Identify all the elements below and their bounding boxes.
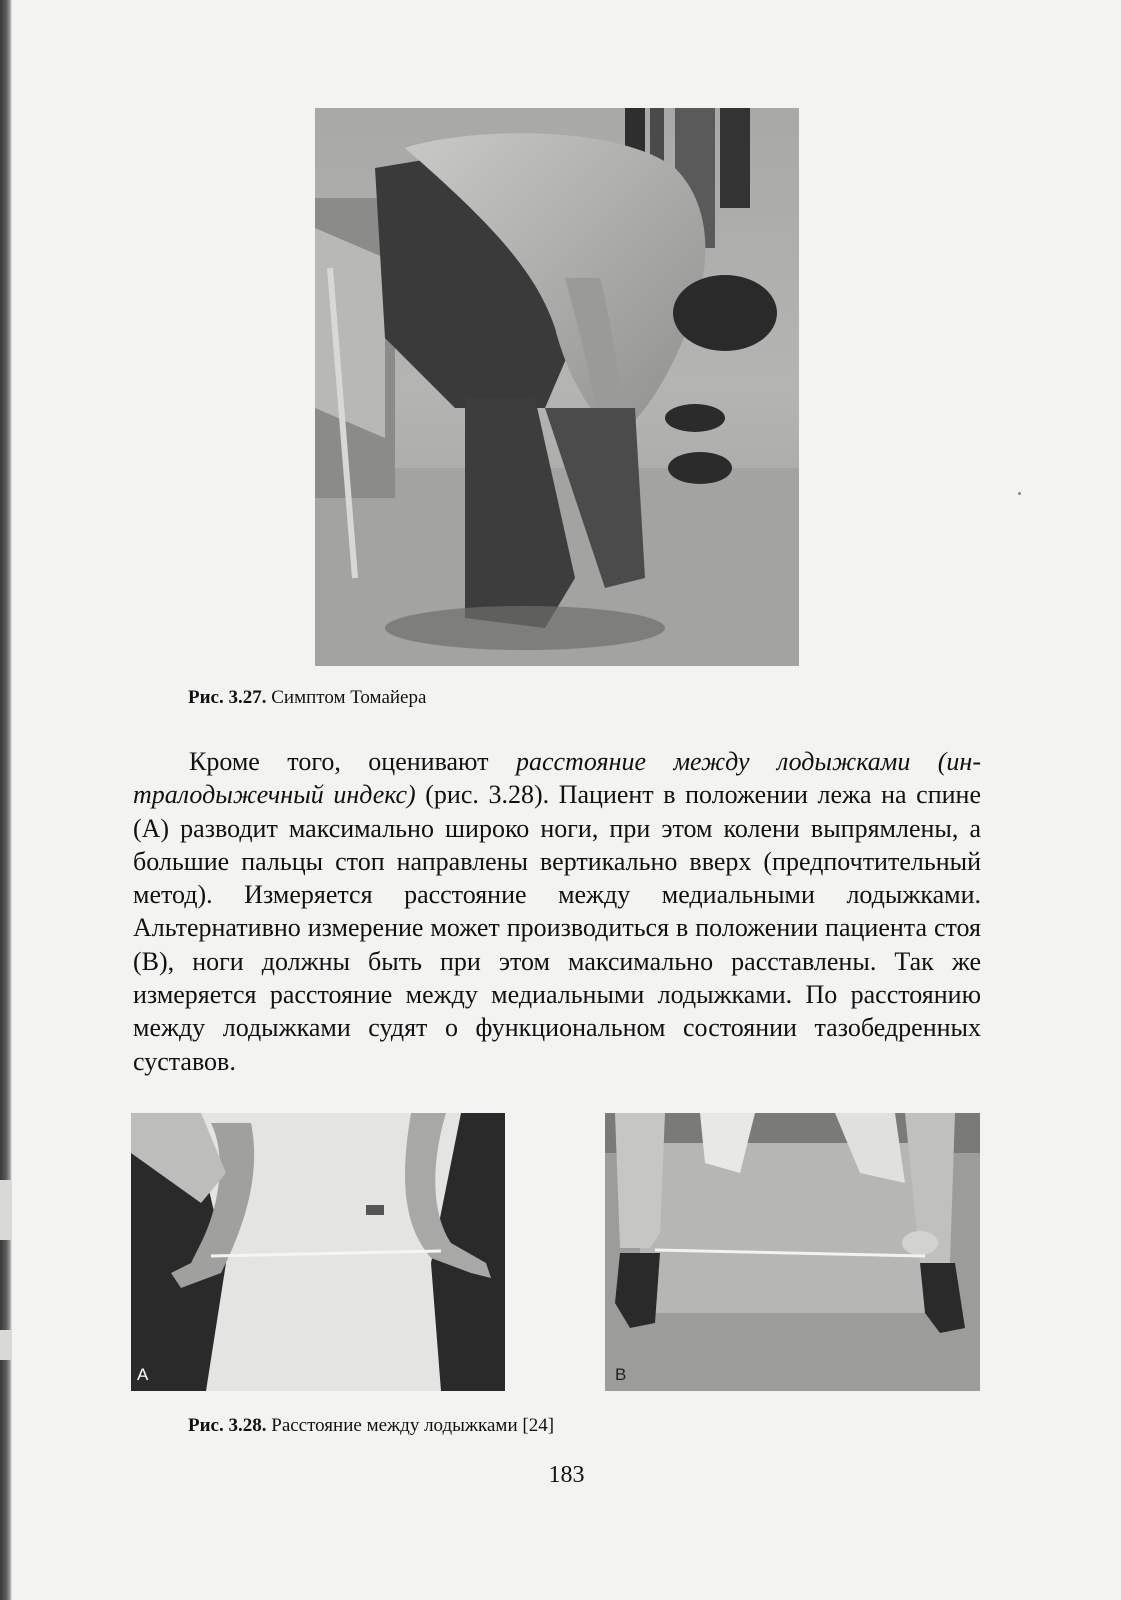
page-number: 183 xyxy=(548,1462,585,1488)
body-paragraph xyxy=(133,745,981,1078)
figure-3-28-caption-text: Расстояние между лодыжками [24] xyxy=(266,1415,555,1436)
figure-3-28-caption-label: Рис. 3.28. xyxy=(188,1415,267,1436)
panel-b-label: B xyxy=(615,1365,627,1384)
standing-patient-image xyxy=(605,1113,980,1391)
figure-3-28-photo-a xyxy=(131,1113,505,1391)
scan-speck xyxy=(1018,492,1021,495)
paragraph-rest: (рис. 3.28). Пациент в положении лежа на спине (А) разводит максимально широко ноги, при этом колени выпрямлены, а большие пальцы стоп направлены вертикально вверх (предпочтительный метод). Измеряется расстояние между медиальными лодыжками. Альтернативно измерение может производиться в положении пациента стоя (В), ноги должны быть при этом максимально расставлены. Так же измеряется расстояние между медиальными лодыжками. По расстоянию между лодыжками судят о функциональном состоянии тазобедренных суставов. xyxy=(133,780,981,1076)
figure-3-27-caption-label: Рис. 3.27. xyxy=(188,687,267,708)
figure-3-27-caption-text: Симптом Томайера xyxy=(266,687,427,708)
figure-3-27-caption xyxy=(188,687,426,709)
figure-3-28-caption xyxy=(188,1415,554,1437)
figure-3-27-photo xyxy=(315,108,799,666)
scan-binding-edge xyxy=(0,0,12,1600)
paragraph-lead: Кроме того, оценивают xyxy=(189,747,516,776)
bending-patient-image xyxy=(315,108,799,666)
panel-a-label: A xyxy=(137,1365,149,1384)
lying-patient-image xyxy=(131,1113,505,1391)
paragraph-term: расстояние между лодыжками (интралодыжечный индекс) xyxy=(133,747,982,810)
figure-3-28-photo-b xyxy=(605,1113,980,1391)
